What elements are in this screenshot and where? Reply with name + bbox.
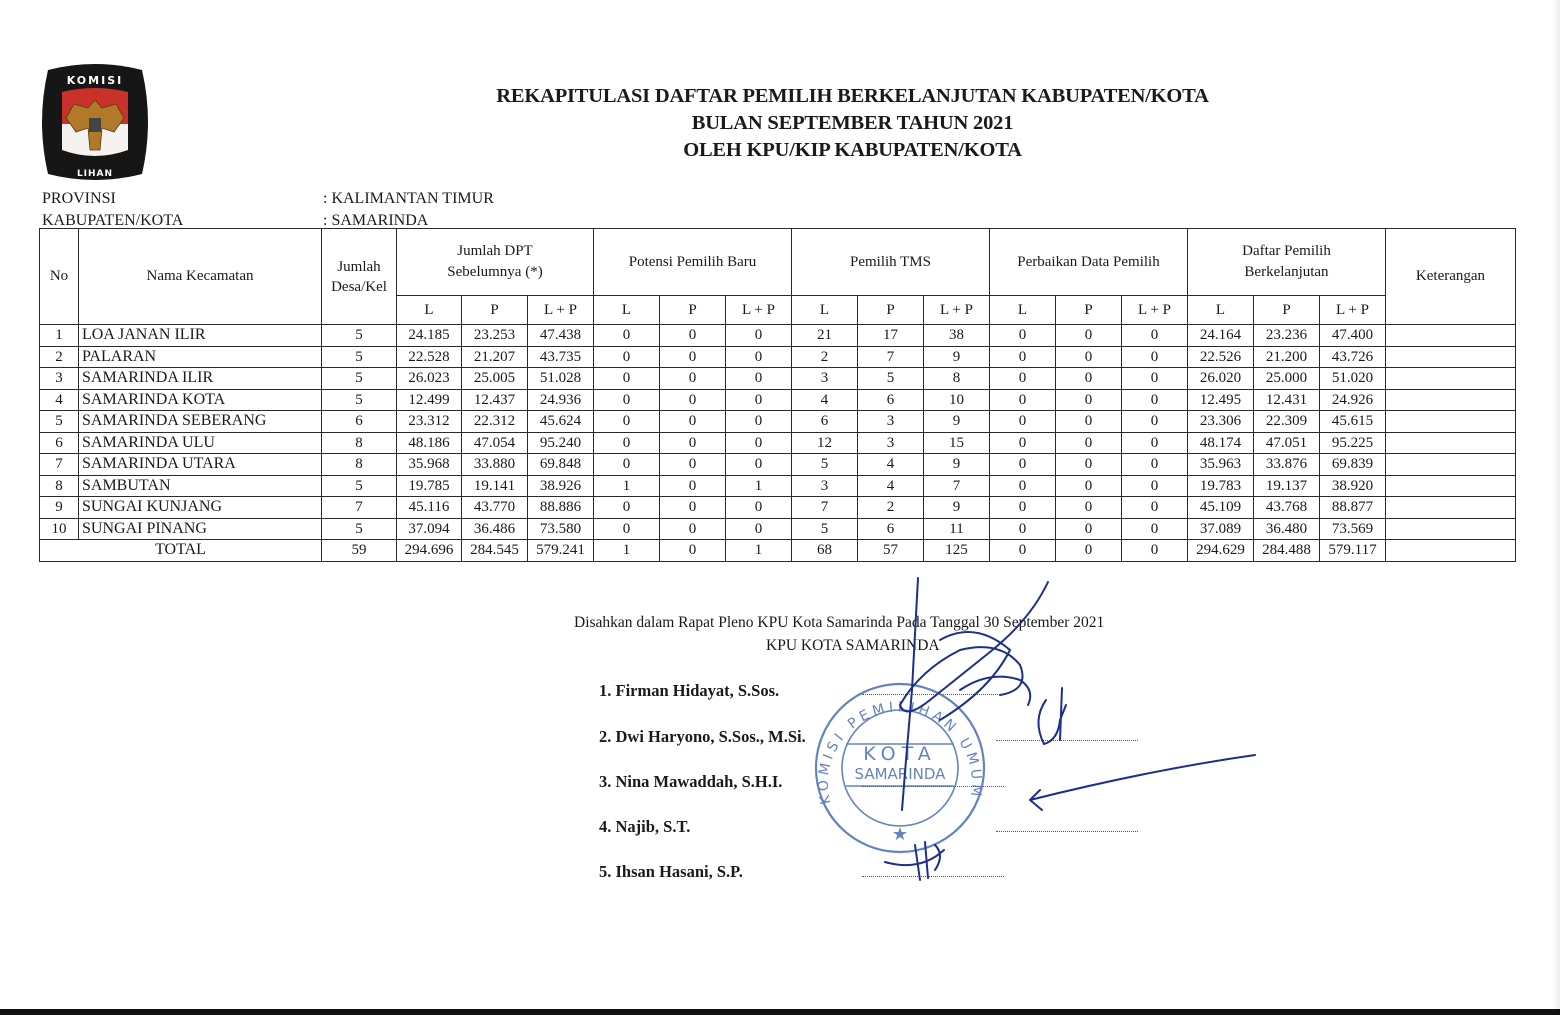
table-row (40, 475, 1516, 497)
subheader-dpb-lp: L + P (1320, 296, 1386, 325)
cell-tms-p: 7 (858, 346, 924, 368)
cell-tms-lp: 10 (924, 389, 990, 411)
row-no: 5 (40, 411, 79, 433)
cell-dpt-lp: 88.886 (528, 497, 594, 519)
total-potensi-p: 0 (660, 540, 726, 562)
provinsi-row (42, 189, 494, 209)
cell-perbaikan-p: 0 (1056, 346, 1122, 368)
table-row (40, 368, 1516, 390)
cell-dpb-p: 47.051 (1254, 432, 1320, 454)
row-kecamatan-name: SAMARINDA KOTA (79, 389, 322, 411)
cell-tms-lp: 9 (924, 454, 990, 476)
cell-dpb-p: 36.480 (1254, 518, 1320, 540)
cell-perbaikan-lp: 0 (1122, 325, 1188, 347)
subheader-dpt-p: P (462, 296, 528, 325)
cell-potensi-p: 0 (660, 389, 726, 411)
cell-dpt-l: 45.116 (397, 497, 462, 519)
signer-1: 1. Firman Hidayat, S.Sos. (599, 681, 780, 700)
cell-tms-l: 3 (792, 368, 858, 390)
cell-potensi-p: 0 (660, 411, 726, 433)
cell-dpt-l: 12.499 (397, 389, 462, 411)
row-no: 7 (40, 454, 79, 476)
row-no: 2 (40, 346, 79, 368)
row-jumlah-desa: 8 (322, 454, 397, 476)
header-potensi-pemilih-baru: Potensi Pemilih Baru (594, 229, 792, 296)
subheader-potensi-lp: L + P (726, 296, 792, 325)
row-kecamatan-name: SAMARINDA ULU (79, 432, 322, 454)
row-keterangan (1386, 389, 1516, 411)
title-line-2: BULAN SEPTEMBER TAHUN 2021 (691, 112, 1014, 134)
total-dpt-p: 284.545 (462, 540, 528, 562)
signer-2: 2. Dwi Haryono, S.Sos., M.Si. (599, 727, 806, 746)
cell-tms-p: 6 (858, 518, 924, 540)
cell-tms-lp: 9 (924, 497, 990, 519)
cell-tms-p: 4 (858, 454, 924, 476)
cell-dpb-lp: 43.726 (1320, 346, 1386, 368)
cell-dpb-lp: 45.615 (1320, 411, 1386, 433)
cell-dpb-lp: 88.877 (1320, 497, 1386, 519)
provinsi-value: : KALIMANTAN TIMUR (323, 190, 494, 207)
header-keterangan: Keterangan (1386, 229, 1516, 325)
kabupaten-value: : SAMARINDA (323, 212, 429, 229)
header-pemilih-tms: Pemilih TMS (792, 229, 990, 296)
table-row (40, 432, 1516, 454)
kpu-logo (36, 62, 154, 184)
cell-perbaikan-p: 0 (1056, 389, 1122, 411)
header-nama-kecamatan: Nama Kecamatan (79, 229, 322, 325)
cell-tms-p: 2 (858, 497, 924, 519)
cell-tms-l: 7 (792, 497, 858, 519)
cell-perbaikan-l: 0 (990, 454, 1056, 476)
cell-perbaikan-p: 0 (1056, 518, 1122, 540)
provinsi-label: PROVINSI (42, 190, 116, 207)
cell-perbaikan-p: 0 (1056, 475, 1122, 497)
row-jumlah-desa: 8 (322, 432, 397, 454)
title-line-1: REKAPITULASI DAFTAR PEMILIH BERKELANJUTAN KABUPATEN/KOTA (496, 85, 1209, 107)
cell-dpb-l: 26.020 (1188, 368, 1254, 390)
cell-dpt-l: 22.528 (397, 346, 462, 368)
row-keterangan (1386, 368, 1516, 390)
cell-perbaikan-l: 0 (990, 411, 1056, 433)
cell-dpt-lp: 38.926 (528, 475, 594, 497)
cell-tms-p: 5 (858, 368, 924, 390)
cell-potensi-lp: 0 (726, 325, 792, 347)
cell-dpb-l: 23.306 (1188, 411, 1254, 433)
total-dpb-l: 294.629 (1188, 540, 1254, 562)
cell-perbaikan-p: 0 (1056, 411, 1122, 433)
cell-dpb-l: 19.783 (1188, 475, 1254, 497)
row-kecamatan-name: PALARAN (79, 346, 322, 368)
subheader-potensi-l: L (594, 296, 660, 325)
cell-potensi-p: 0 (660, 432, 726, 454)
cell-potensi-l: 0 (594, 497, 660, 519)
header-perbaikan-data: Perbaikan Data Pemilih (990, 229, 1188, 296)
cell-perbaikan-p: 0 (1056, 432, 1122, 454)
table-row (40, 454, 1516, 476)
cell-potensi-p: 0 (660, 518, 726, 540)
row-jumlah-desa: 5 (322, 518, 397, 540)
cell-dpb-p: 33.876 (1254, 454, 1320, 476)
cell-dpb-lp: 95.225 (1320, 432, 1386, 454)
row-jumlah-desa: 6 (322, 411, 397, 433)
signer-4: 4. Najib, S.T. (599, 817, 691, 836)
approval-statement: Disahkan dalam Rapat Pleno KPU Kota Samarinda Pada Tanggal 30 September 2021 (574, 614, 1105, 631)
total-perbaikan-l: 0 (990, 540, 1056, 562)
stamp-center-kota: KOTA (863, 743, 937, 765)
row-kecamatan-name: SAMBUTAN (79, 475, 322, 497)
total-perbaikan-p: 0 (1056, 540, 1122, 562)
recap-table (39, 228, 1516, 562)
cell-dpb-l: 37.089 (1188, 518, 1254, 540)
cell-dpt-l: 24.185 (397, 325, 462, 347)
cell-tms-p: 17 (858, 325, 924, 347)
row-jumlah-desa: 5 (322, 389, 397, 411)
subheader-perbaikan-p: P (1056, 296, 1122, 325)
cell-dpb-p: 43.768 (1254, 497, 1320, 519)
table-row (40, 411, 1516, 433)
subheader-dpb-l: L (1188, 296, 1254, 325)
cell-tms-l: 5 (792, 518, 858, 540)
cell-potensi-l: 1 (594, 475, 660, 497)
cell-dpb-p: 21.200 (1254, 346, 1320, 368)
row-keterangan (1386, 454, 1516, 476)
cell-potensi-l: 0 (594, 518, 660, 540)
subheader-dpb-p: P (1254, 296, 1320, 325)
total-potensi-l: 1 (594, 540, 660, 562)
cell-perbaikan-l: 0 (990, 518, 1056, 540)
row-kecamatan-name: SAMARINDA ILIR (79, 368, 322, 390)
cell-dpt-l: 37.094 (397, 518, 462, 540)
cell-dpt-l: 26.023 (397, 368, 462, 390)
cell-potensi-lp: 0 (726, 454, 792, 476)
cell-potensi-l: 0 (594, 411, 660, 433)
cell-potensi-p: 0 (660, 368, 726, 390)
row-jumlah-desa: 5 (322, 346, 397, 368)
cell-tms-p: 3 (858, 411, 924, 433)
cell-potensi-lp: 1 (726, 475, 792, 497)
cell-dpb-l: 48.174 (1188, 432, 1254, 454)
cell-dpt-p: 43.770 (462, 497, 528, 519)
cell-dpt-p: 21.207 (462, 346, 528, 368)
scan-edge (1552, 0, 1560, 1015)
total-tms-p: 57 (858, 540, 924, 562)
subheader-perbaikan-l: L (990, 296, 1056, 325)
cell-dpb-p: 12.431 (1254, 389, 1320, 411)
cell-potensi-l: 0 (594, 432, 660, 454)
total-potensi-lp: 1 (726, 540, 792, 562)
cell-perbaikan-lp: 0 (1122, 389, 1188, 411)
cell-tms-p: 6 (858, 389, 924, 411)
cell-perbaikan-l: 0 (990, 497, 1056, 519)
cell-potensi-l: 0 (594, 325, 660, 347)
row-keterangan (1386, 475, 1516, 497)
cell-dpt-lp: 95.240 (528, 432, 594, 454)
cell-dpt-lp: 24.936 (528, 389, 594, 411)
cell-perbaikan-lp: 0 (1122, 432, 1188, 454)
cell-tms-lp: 38 (924, 325, 990, 347)
cell-perbaikan-l: 0 (990, 346, 1056, 368)
cell-dpt-p: 12.437 (462, 389, 528, 411)
cell-dpb-lp: 51.020 (1320, 368, 1386, 390)
row-no: 1 (40, 325, 79, 347)
cell-tms-lp: 9 (924, 346, 990, 368)
cell-perbaikan-lp: 0 (1122, 497, 1188, 519)
cell-perbaikan-l: 0 (990, 389, 1056, 411)
stamp-star-icon: ★ (891, 824, 909, 844)
cell-tms-lp: 11 (924, 518, 990, 540)
cell-potensi-l: 0 (594, 454, 660, 476)
cell-dpt-lp: 47.438 (528, 325, 594, 347)
cell-dpb-lp: 69.839 (1320, 454, 1386, 476)
cell-tms-l: 2 (792, 346, 858, 368)
table-row (40, 389, 1516, 411)
cell-perbaikan-p: 0 (1056, 325, 1122, 347)
logo-top-text: KOMISI (66, 74, 124, 87)
cell-dpb-p: 25.000 (1254, 368, 1320, 390)
row-keterangan (1386, 325, 1516, 347)
subheader-dpt-lp: L + P (528, 296, 594, 325)
cell-tms-l: 12 (792, 432, 858, 454)
total-dpt-lp: 579.241 (528, 540, 594, 562)
cell-perbaikan-p: 0 (1056, 454, 1122, 476)
cell-dpt-l: 48.186 (397, 432, 462, 454)
cell-perbaikan-lp: 0 (1122, 475, 1188, 497)
row-jumlah-desa: 5 (322, 475, 397, 497)
cell-perbaikan-l: 0 (990, 325, 1056, 347)
cell-tms-l: 21 (792, 325, 858, 347)
cell-dpb-lp: 38.920 (1320, 475, 1386, 497)
cell-potensi-l: 0 (594, 368, 660, 390)
cell-dpt-lp: 43.735 (528, 346, 594, 368)
cell-dpt-p: 47.054 (462, 432, 528, 454)
total-dpt-l: 294.696 (397, 540, 462, 562)
cell-perbaikan-lp: 0 (1122, 454, 1188, 476)
cell-dpb-p: 19.137 (1254, 475, 1320, 497)
cell-dpt-l: 19.785 (397, 475, 462, 497)
signature-line-4 (996, 831, 1138, 832)
stamp-center-samarinda: SAMARINDA (854, 765, 946, 783)
header-no: No (40, 229, 79, 325)
document-title (430, 83, 1275, 164)
row-kecamatan-name: SUNGAI KUNJANG (79, 497, 322, 519)
row-jumlah-desa: 5 (322, 325, 397, 347)
row-keterangan (1386, 432, 1516, 454)
official-stamp (816, 684, 984, 852)
cell-perbaikan-lp: 0 (1122, 518, 1188, 540)
approval-body: KPU KOTA SAMARINDA (766, 637, 940, 654)
cell-dpt-l: 35.968 (397, 454, 462, 476)
cell-potensi-lp: 0 (726, 411, 792, 433)
cell-dpt-p: 36.486 (462, 518, 528, 540)
signer-3: 3. Nina Mawaddah, S.H.I. (599, 772, 783, 791)
cell-dpt-lp: 45.624 (528, 411, 594, 433)
cell-potensi-l: 0 (594, 346, 660, 368)
total-row (40, 540, 1516, 562)
table-row (40, 325, 1516, 347)
cell-tms-l: 3 (792, 475, 858, 497)
row-no: 9 (40, 497, 79, 519)
stamp-ring-text: KOMISI PEMILIHAN UMUM (815, 699, 985, 806)
cell-tms-l: 5 (792, 454, 858, 476)
cell-perbaikan-l: 0 (990, 475, 1056, 497)
cell-potensi-lp: 0 (726, 432, 792, 454)
cell-perbaikan-p: 0 (1056, 368, 1122, 390)
cell-dpt-p: 19.141 (462, 475, 528, 497)
cell-tms-lp: 7 (924, 475, 990, 497)
row-no: 10 (40, 518, 79, 540)
cell-potensi-p: 0 (660, 346, 726, 368)
signature-line-2 (996, 740, 1138, 741)
row-no: 4 (40, 389, 79, 411)
cell-potensi-p: 0 (660, 497, 726, 519)
cell-potensi-p: 0 (660, 475, 726, 497)
cell-potensi-l: 0 (594, 389, 660, 411)
row-keterangan (1386, 518, 1516, 540)
total-dpb-lp: 579.117 (1320, 540, 1386, 562)
table-row (40, 497, 1516, 519)
row-keterangan (1386, 346, 1516, 368)
cell-tms-lp: 9 (924, 411, 990, 433)
cell-dpb-p: 23.236 (1254, 325, 1320, 347)
cell-potensi-lp: 0 (726, 368, 792, 390)
row-no: 3 (40, 368, 79, 390)
cell-dpt-p: 22.312 (462, 411, 528, 433)
header-jumlah-desa: Jumlah Desa/Kel (322, 229, 397, 325)
cell-dpb-lp: 73.569 (1320, 518, 1386, 540)
subheader-tms-l: L (792, 296, 858, 325)
total-jumlah-desa: 59 (322, 540, 397, 562)
row-keterangan (1386, 497, 1516, 519)
row-no: 6 (40, 432, 79, 454)
total-keterangan (1386, 540, 1516, 562)
kabupaten-label: KABUPATEN/KOTA (42, 212, 184, 229)
subheader-tms-p: P (858, 296, 924, 325)
cell-dpb-l: 12.495 (1188, 389, 1254, 411)
cell-tms-lp: 15 (924, 432, 990, 454)
total-perbaikan-lp: 0 (1122, 540, 1188, 562)
cell-dpb-l: 35.963 (1188, 454, 1254, 476)
cell-dpt-lp: 51.028 (528, 368, 594, 390)
cell-potensi-lp: 0 (726, 497, 792, 519)
cell-dpt-l: 23.312 (397, 411, 462, 433)
cell-dpb-l: 45.109 (1188, 497, 1254, 519)
cell-tms-l: 4 (792, 389, 858, 411)
subheader-tms-lp: L + P (924, 296, 990, 325)
total-dpb-p: 284.488 (1254, 540, 1320, 562)
cell-perbaikan-lp: 0 (1122, 346, 1188, 368)
cell-potensi-lp: 0 (726, 389, 792, 411)
svg-text:LIHAN: LIHAN (76, 169, 114, 179)
scan-bottom-border (0, 1009, 1560, 1015)
total-tms-l: 68 (792, 540, 858, 562)
cell-dpb-lp: 47.400 (1320, 325, 1386, 347)
subheader-dpt-l: L (397, 296, 462, 325)
cell-tms-l: 6 (792, 411, 858, 433)
cell-perbaikan-p: 0 (1056, 497, 1122, 519)
cell-perbaikan-l: 0 (990, 368, 1056, 390)
row-jumlah-desa: 7 (322, 497, 397, 519)
cell-potensi-lp: 0 (726, 518, 792, 540)
row-kecamatan-name: SAMARINDA UTARA (79, 454, 322, 476)
cell-tms-p: 3 (858, 432, 924, 454)
cell-dpb-l: 22.526 (1188, 346, 1254, 368)
signer-5: 5. Ihsan Hasani, S.P. (599, 862, 743, 881)
svg-text:KOMISI PEMILIHAN UMUM (816, 699, 984, 806)
row-kecamatan-name: SAMARINDA SEBERANG (79, 411, 322, 433)
header-daftar-berkelanjutan: Daftar Pemilih Berkelanjutan (1188, 229, 1386, 296)
signature-line-5 (862, 876, 1004, 877)
cell-dpt-p: 23.253 (462, 325, 528, 347)
cell-dpt-lp: 73.580 (528, 518, 594, 540)
cell-dpt-p: 25.005 (462, 368, 528, 390)
table-row (40, 346, 1516, 368)
subheader-perbaikan-lp: L + P (1122, 296, 1188, 325)
row-jumlah-desa: 5 (322, 368, 397, 390)
cell-potensi-lp: 0 (726, 346, 792, 368)
cell-perbaikan-l: 0 (990, 432, 1056, 454)
row-kecamatan-name: LOA JANAN ILIR (79, 325, 322, 347)
cell-dpb-p: 22.309 (1254, 411, 1320, 433)
table-row (40, 518, 1516, 540)
total-tms-lp: 125 (924, 540, 990, 562)
total-label: TOTAL (40, 540, 322, 562)
header-dpt-sebelumnya: Jumlah DPT Sebelumnya (*) (397, 229, 594, 296)
cell-perbaikan-lp: 0 (1122, 411, 1188, 433)
cell-tms-lp: 8 (924, 368, 990, 390)
cell-potensi-p: 0 (660, 454, 726, 476)
cell-perbaikan-lp: 0 (1122, 368, 1188, 390)
cell-dpt-lp: 69.848 (528, 454, 594, 476)
cell-dpb-lp: 24.926 (1320, 389, 1386, 411)
cell-tms-p: 4 (858, 475, 924, 497)
signature-line-1 (862, 694, 1004, 695)
signature-line-3 (862, 786, 1004, 787)
cell-dpt-p: 33.880 (462, 454, 528, 476)
subheader-potensi-p: P (660, 296, 726, 325)
cell-potensi-p: 0 (660, 325, 726, 347)
cell-dpb-l: 24.164 (1188, 325, 1254, 347)
row-no: 8 (40, 475, 79, 497)
title-line-3: OLEH KPU/KIP KABUPATEN/KOTA (683, 139, 1022, 161)
row-kecamatan-name: SUNGAI PINANG (79, 518, 322, 540)
row-keterangan (1386, 411, 1516, 433)
